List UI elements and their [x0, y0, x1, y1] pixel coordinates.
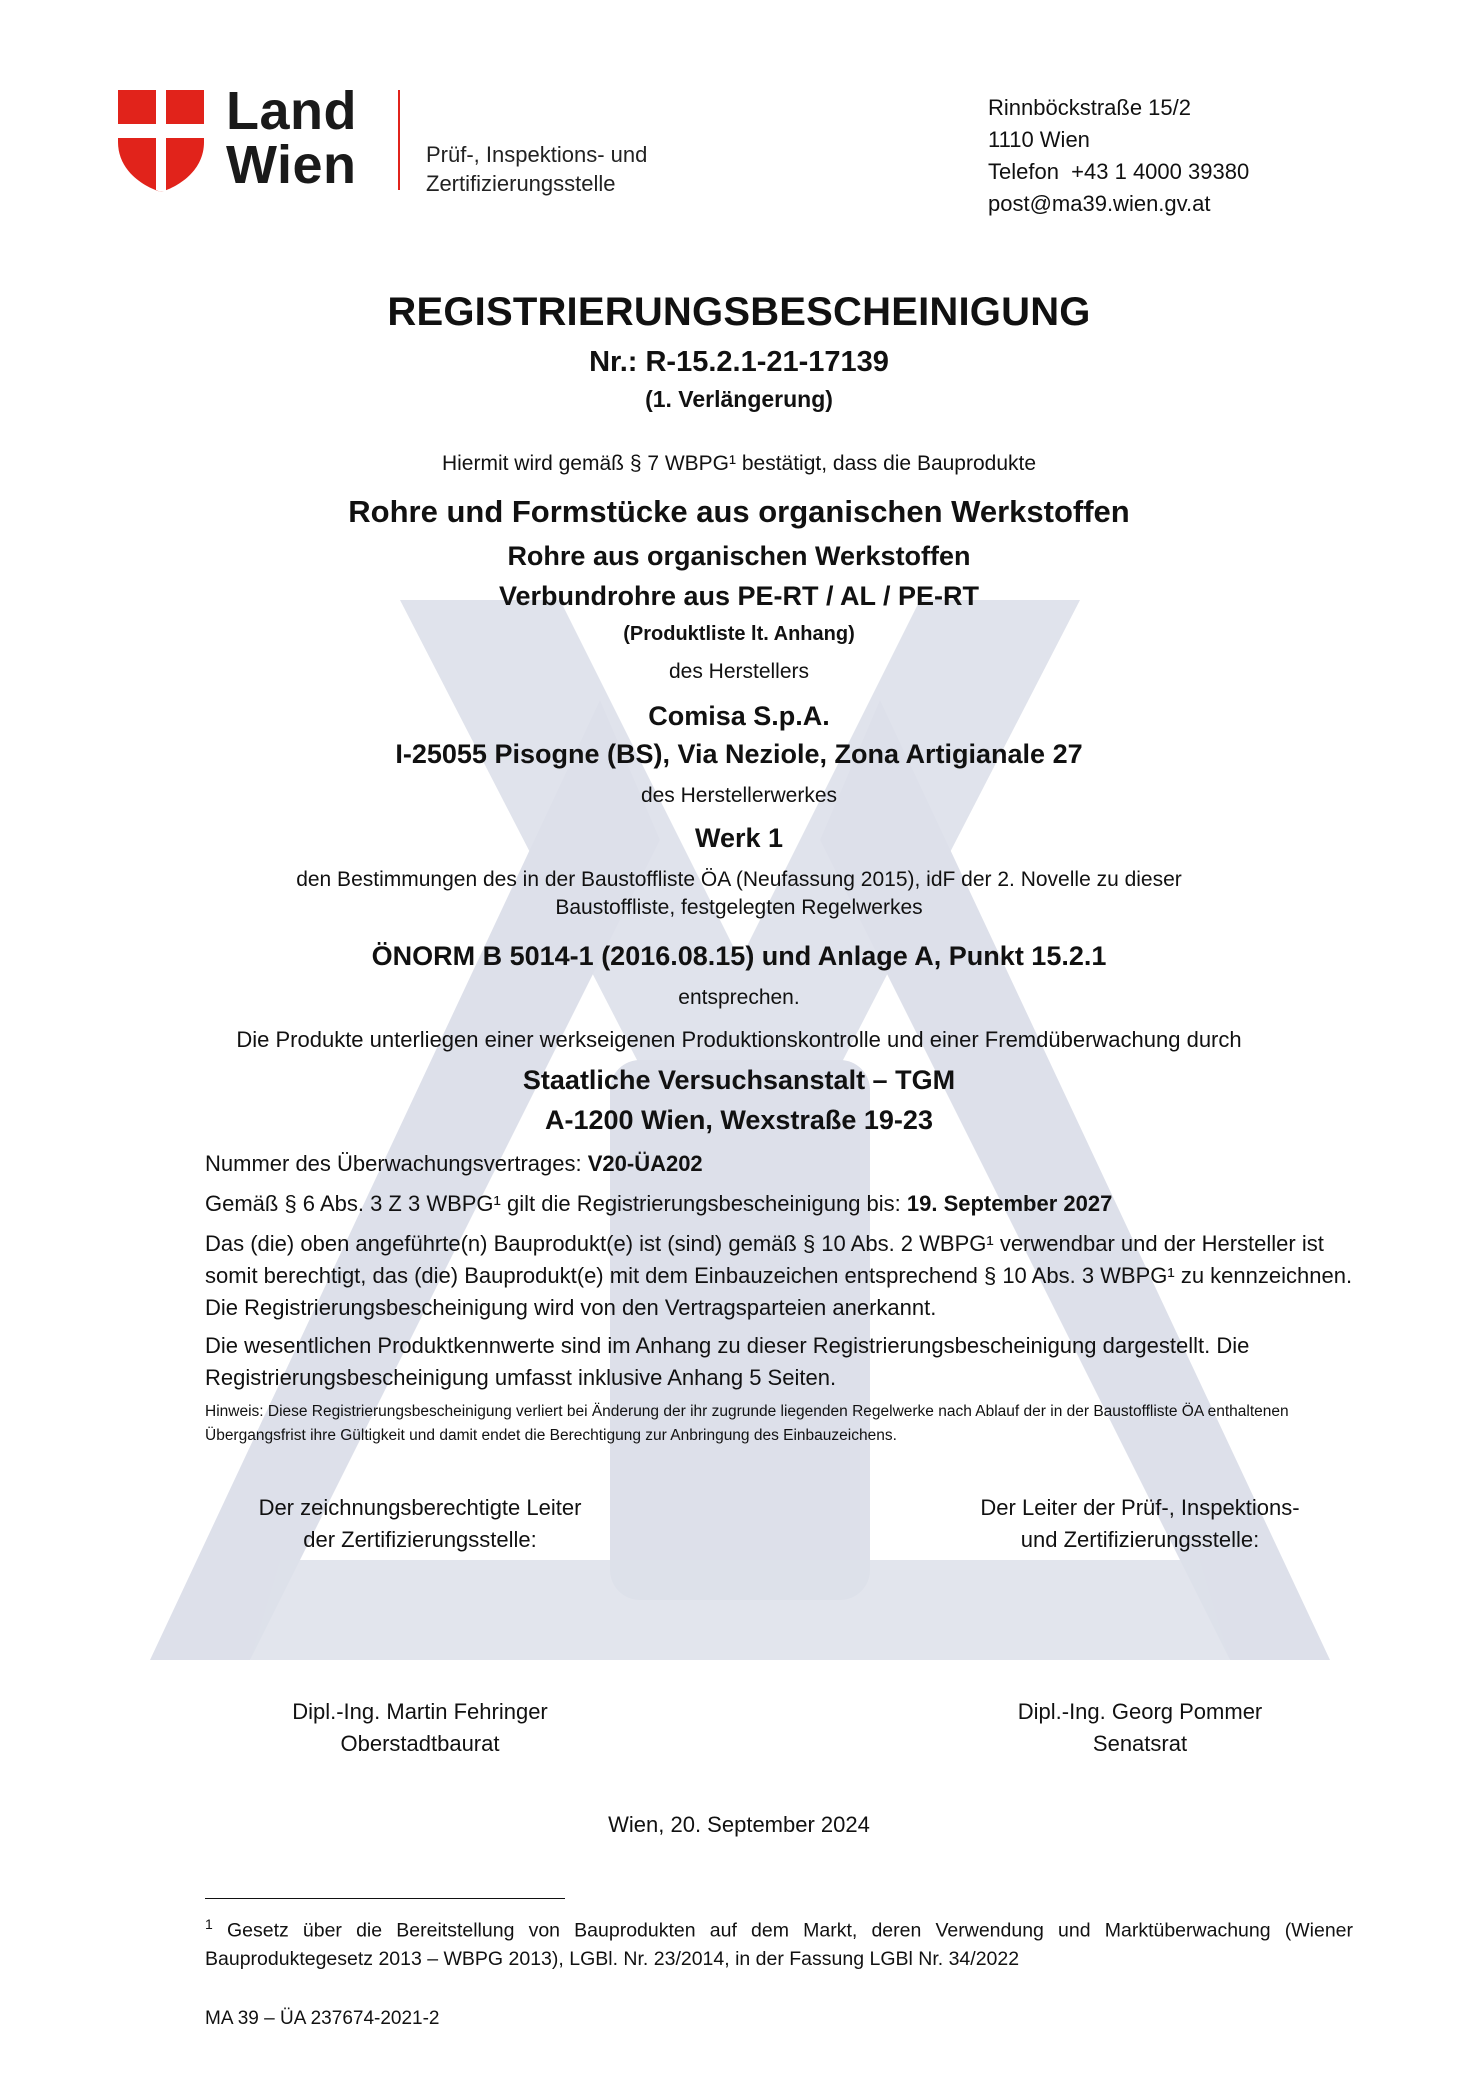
- contact-address: [988, 92, 1249, 220]
- manufacturer-label: des Herstellers: [668, 660, 810, 683]
- address-city: 1110 Wien: [988, 127, 1090, 152]
- product-line-3: Verbundrohre aus PE-RT / AL / PE-RT: [498, 581, 980, 611]
- right-role-line-1: Der Leiter der Prüf-, Inspektions-: [980, 1495, 1300, 1520]
- validity-line: [205, 1188, 1353, 1220]
- certificate-extension: (1. Verlängerung): [645, 386, 833, 412]
- product-list-note: (Produktliste lt. Anhang): [623, 623, 855, 645]
- annex-paragraph: Die wesentlichen Produktkennwerte sind im Anhang zu dieser Registrierungsbescheinigung dargestellt. Die Registrierungsbescheinigung umfasst inklusive Anhang 5 Seiten.: [205, 1333, 1250, 1390]
- footnote-text: Gesetz über die Bereitstellung von Bauprodukten auf dem Markt, deren Verwendung und Marktüberwachung (Wiener Bauproduktegesetz 2013 – WBPG 2013), LGBl. Nr. 23/2014, in der Fassung LGBl Nr. 34/2022: [205, 1919, 1353, 1970]
- left-signatory-title: Oberstadtbaurat: [340, 1731, 500, 1756]
- footnote: [205, 1910, 1353, 1973]
- logo-line-2: Wien: [226, 135, 357, 195]
- standard-reference: ÖNORM B 5014-1 (2016.08.15) und Anlage A, Punkt 15.2.1: [371, 941, 1107, 971]
- conformity-text: entsprechen.: [678, 986, 800, 1009]
- intro-text: Hiermit wird gemäß § 7 WBPG¹ bestätigt, dass die Bauprodukte: [441, 452, 1037, 475]
- notice-paragraph: Hinweis: Diese Registrierungsbescheinigung verliert bei Änderung der ihr zugrunde liegenden Regelwerke nach Ablauf der in der Baustoffliste ÖA enthaltenen Übergangsfrist ihre Gültigkeit und damit endet die Berechtigung zur Anbringung des Einbauzeichens.: [205, 1403, 1289, 1444]
- place-and-date: Wien, 20. September 2024: [608, 1812, 870, 1837]
- plant-label: des Herstellerwerkes: [640, 784, 838, 807]
- left-signatory-role: [180, 1492, 660, 1556]
- department-name: [426, 140, 647, 198]
- left-signatory: [180, 1696, 660, 1760]
- validity-date: 19. September 2027: [906, 1191, 1113, 1216]
- institute-address: A-1200 Wien, Wexstraße 19-23: [545, 1105, 933, 1135]
- right-signatory-role: [900, 1492, 1380, 1556]
- right-signatory-title: Senatsrat: [1092, 1731, 1188, 1756]
- department-line-1: Prüf-, Inspektions- und: [426, 142, 648, 167]
- right-signatory: [900, 1696, 1380, 1760]
- certificate-number: Nr.: R-15.2.1-21-17139: [589, 346, 889, 378]
- footnote-divider: [205, 1898, 565, 1899]
- vienna-coat-of-arms-icon: [118, 90, 204, 192]
- manufacturer-name: Comisa S.p.A.: [648, 701, 830, 731]
- contract-number: V20-ÜA202: [587, 1151, 703, 1176]
- contract-label: Nummer des Überwachungsvertrages:: [205, 1151, 588, 1176]
- address-email: post@ma39.wien.gv.at: [988, 191, 1211, 216]
- usage-paragraph: Das (die) oben angeführte(n) Bauprodukt(e) ist (sind) gemäß § 10 Abs. 2 WBPG¹ verwendbar und der Hersteller ist somit berechtigt, das (die) Bauprodukt(e) mit dem Einbauzeichen entsprechend § 10 Abs. 3 WBPG¹ zu kennzeichnen. Die Registrierungsbescheinigung wird von den Vertragsparteien anerkannt.: [205, 1231, 1353, 1320]
- footnote-marker: 1: [205, 1916, 213, 1932]
- address-street: Rinnböckstraße 15/2: [988, 95, 1191, 120]
- validity-label: Gemäß § 6 Abs. 3 Z 3 WBPG¹ gilt die Registrierungsbescheinigung bis:: [205, 1191, 907, 1216]
- address-phone: Telefon +43 1 4000 39380: [988, 159, 1250, 184]
- contract-number-line: [205, 1148, 1353, 1180]
- left-signatory-name: Dipl.-Ing. Martin Fehringer: [292, 1699, 548, 1724]
- right-role-line-2: und Zertifizierungsstelle:: [1020, 1527, 1260, 1552]
- manufacturer-address: I-25055 Pisogne (BS), Via Neziole, Zona Artigianale 27: [395, 739, 1083, 769]
- rules-text: den Bestimmungen des in der Baustoffliste ÖA (Neufassung 2015), idF der 2. Novelle zu dieser Baustoffliste, festgelegten Regelwerkes: [296, 868, 1182, 919]
- logo-line-1: Land: [226, 81, 357, 141]
- left-role-line-1: Der zeichnungsberechtigte Leiter: [258, 1495, 582, 1520]
- product-line-2: Rohre aus organischen Werkstoffen: [507, 541, 971, 571]
- left-role-line-2: der Zertifizierungsstelle:: [303, 1527, 537, 1552]
- institute-name: Staatliche Versuchsanstalt – TGM: [522, 1065, 956, 1095]
- document-reference: MA 39 – ÜA 237674-2021-2: [205, 2008, 440, 2029]
- product-line-1: Rohre und Formstücke aus organischen Werkstoffen: [348, 494, 1130, 529]
- production-control-text: Die Produkte unterliegen einer werkseigenen Produktionskontrolle und einer Fremdüberwachung durch: [236, 1027, 1242, 1052]
- right-signatory-name: Dipl.-Ing. Georg Pommer: [1017, 1699, 1263, 1724]
- certificate-title: REGISTRIERUNGSBESCHEINIGUNG: [387, 290, 1091, 334]
- department-line-2: Zertifizierungsstelle: [426, 171, 616, 196]
- plant-name: Werk 1: [694, 823, 784, 853]
- logo-wordmark: [226, 81, 357, 195]
- logo-divider: [398, 90, 400, 190]
